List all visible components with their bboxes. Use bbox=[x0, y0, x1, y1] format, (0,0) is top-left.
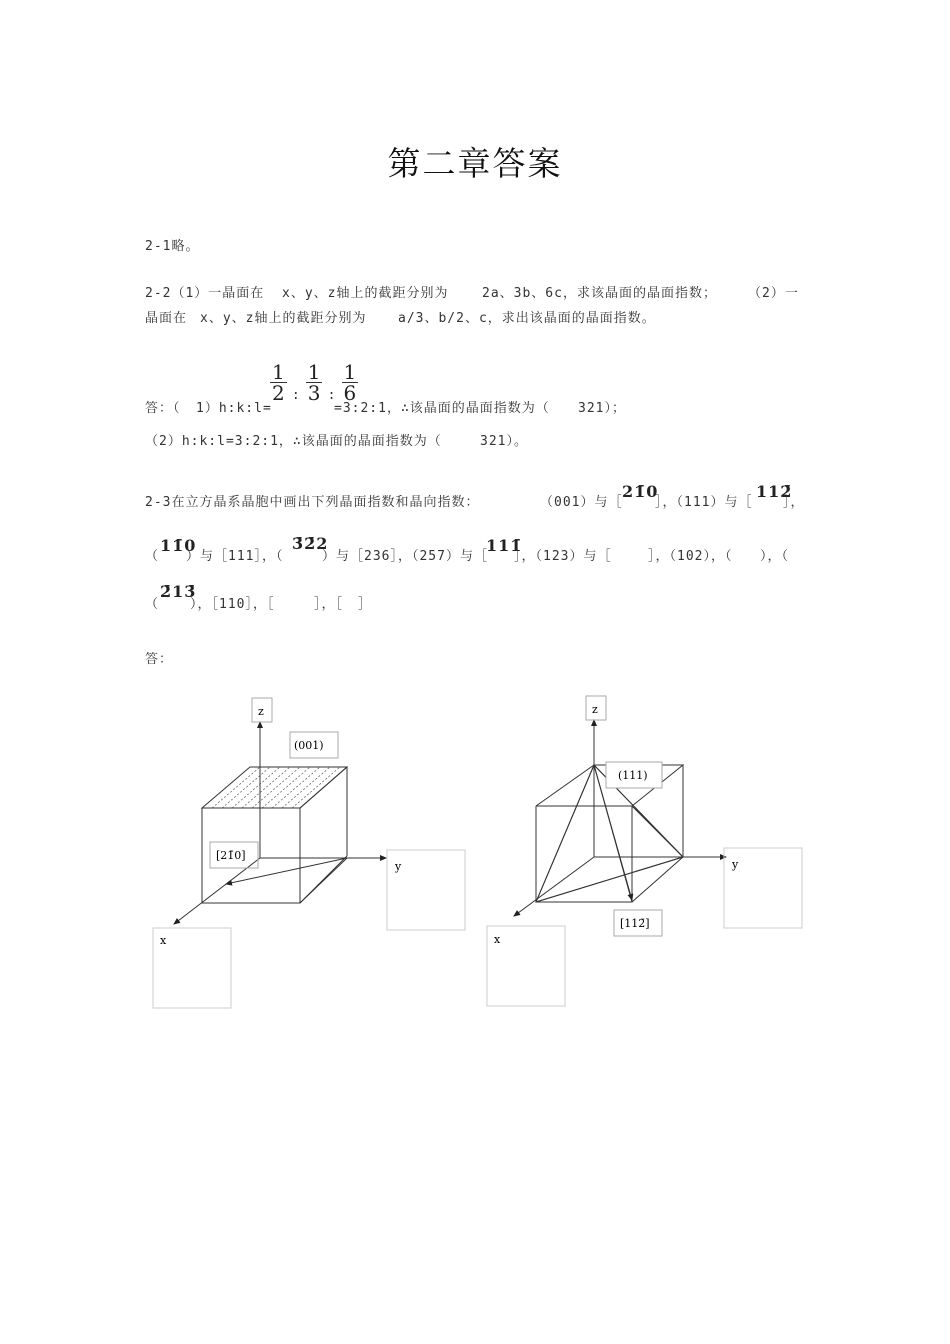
p23-line1b: （001）与［ bbox=[540, 495, 623, 510]
p22-line1d: （2）一 bbox=[748, 286, 799, 301]
z-label: z bbox=[592, 703, 598, 716]
p23-line1d: ］， bbox=[783, 495, 805, 510]
answer-label: 答： bbox=[145, 652, 174, 667]
dir-label: [112̄] bbox=[620, 917, 650, 930]
p23-line3a: （ bbox=[145, 597, 160, 612]
p22-ans1c: =3:2:1，∴该晶面的晶面指数为（ bbox=[334, 401, 550, 416]
z-label: z bbox=[258, 705, 264, 718]
p23-line2b: ）与［111］，（ bbox=[186, 549, 284, 564]
p23-line3d: ］ bbox=[358, 597, 373, 612]
fraction-2: $\frac{1}{3}$ bbox=[307, 360, 321, 405]
direction-index-2: 112̄ bbox=[756, 482, 793, 501]
y-label: y bbox=[395, 860, 402, 873]
direction-index-1: 21̄0 bbox=[622, 482, 659, 501]
y-label: y bbox=[732, 858, 739, 871]
problem-2-1: 2-1略。 bbox=[145, 239, 200, 254]
plane-label: (111) bbox=[618, 769, 648, 782]
p23-line3c: ］，［ bbox=[314, 597, 344, 612]
fraction-3: $\frac{1}{6}$ bbox=[343, 360, 357, 405]
p23-line1c: ］，（111）与［ bbox=[655, 495, 753, 510]
plane-index-2: 3̄2̄2 bbox=[292, 534, 329, 553]
p22-line1c: 2a、3b、6c，求该晶面的晶面指数； bbox=[482, 286, 717, 301]
p23-line2f: ），（ bbox=[760, 549, 790, 564]
dir-label: [21̄0] bbox=[216, 849, 246, 862]
p22-line1b: x、y、z轴上的截距分别为 bbox=[282, 286, 449, 301]
p22-line2b: x、y、z轴上的截距分别为 bbox=[200, 311, 367, 326]
fraction-expression: $\frac{1}{2}$ : $\frac{1}{3}$ : $\frac{1}{6}$ bbox=[272, 360, 357, 405]
cube-diagram-001 bbox=[140, 690, 480, 1010]
plane-label: (001) bbox=[294, 739, 324, 752]
plane-index-3: 2̄13̄ bbox=[160, 582, 197, 601]
cube-diagram-111 bbox=[480, 690, 820, 1010]
p22-line1a: 2-2（1）一晶面在 bbox=[145, 286, 265, 301]
p22-line2a: 晶面在 bbox=[145, 311, 188, 326]
x-label: x bbox=[160, 934, 167, 947]
p22-ans2b: 321）。 bbox=[480, 434, 528, 449]
direction-index-3: 111̄ bbox=[486, 536, 523, 555]
p22-ans1d: 321）； bbox=[578, 401, 626, 416]
p22-ans1a: 答：（ bbox=[145, 401, 181, 416]
p23-line1a: 2-3在立方晶系晶胞中画出下列晶面指数和晶向指数： bbox=[145, 495, 480, 510]
plane-hatching bbox=[212, 767, 340, 808]
shaded-plane-001 bbox=[202, 767, 347, 808]
p23-line2a: （ bbox=[145, 549, 160, 564]
fraction-1: $\frac{1}{2}$ bbox=[272, 360, 285, 405]
page-title: 第二章答案 bbox=[387, 144, 563, 183]
p23-line2d: ］，（123）与［ bbox=[514, 549, 612, 564]
plane-index-1: 11̄0 bbox=[160, 536, 197, 555]
p23-line3b: ），［110］，［ bbox=[190, 597, 275, 612]
p22-ans1b: 1）h:k:l= bbox=[196, 401, 272, 416]
p23-line2c: ）与［236］，（257）与［ bbox=[322, 549, 488, 564]
p22-line2c: a/3、b/2、c，求出该晶面的晶面指数。 bbox=[398, 311, 656, 326]
p22-ans2a: （2）h:k:l=3:2:1，∴该晶面的晶面指数为（ bbox=[145, 434, 442, 449]
x-label: x bbox=[494, 933, 501, 946]
x-axis bbox=[514, 857, 594, 916]
p23-line2e: ］，（102），（ bbox=[648, 549, 733, 564]
